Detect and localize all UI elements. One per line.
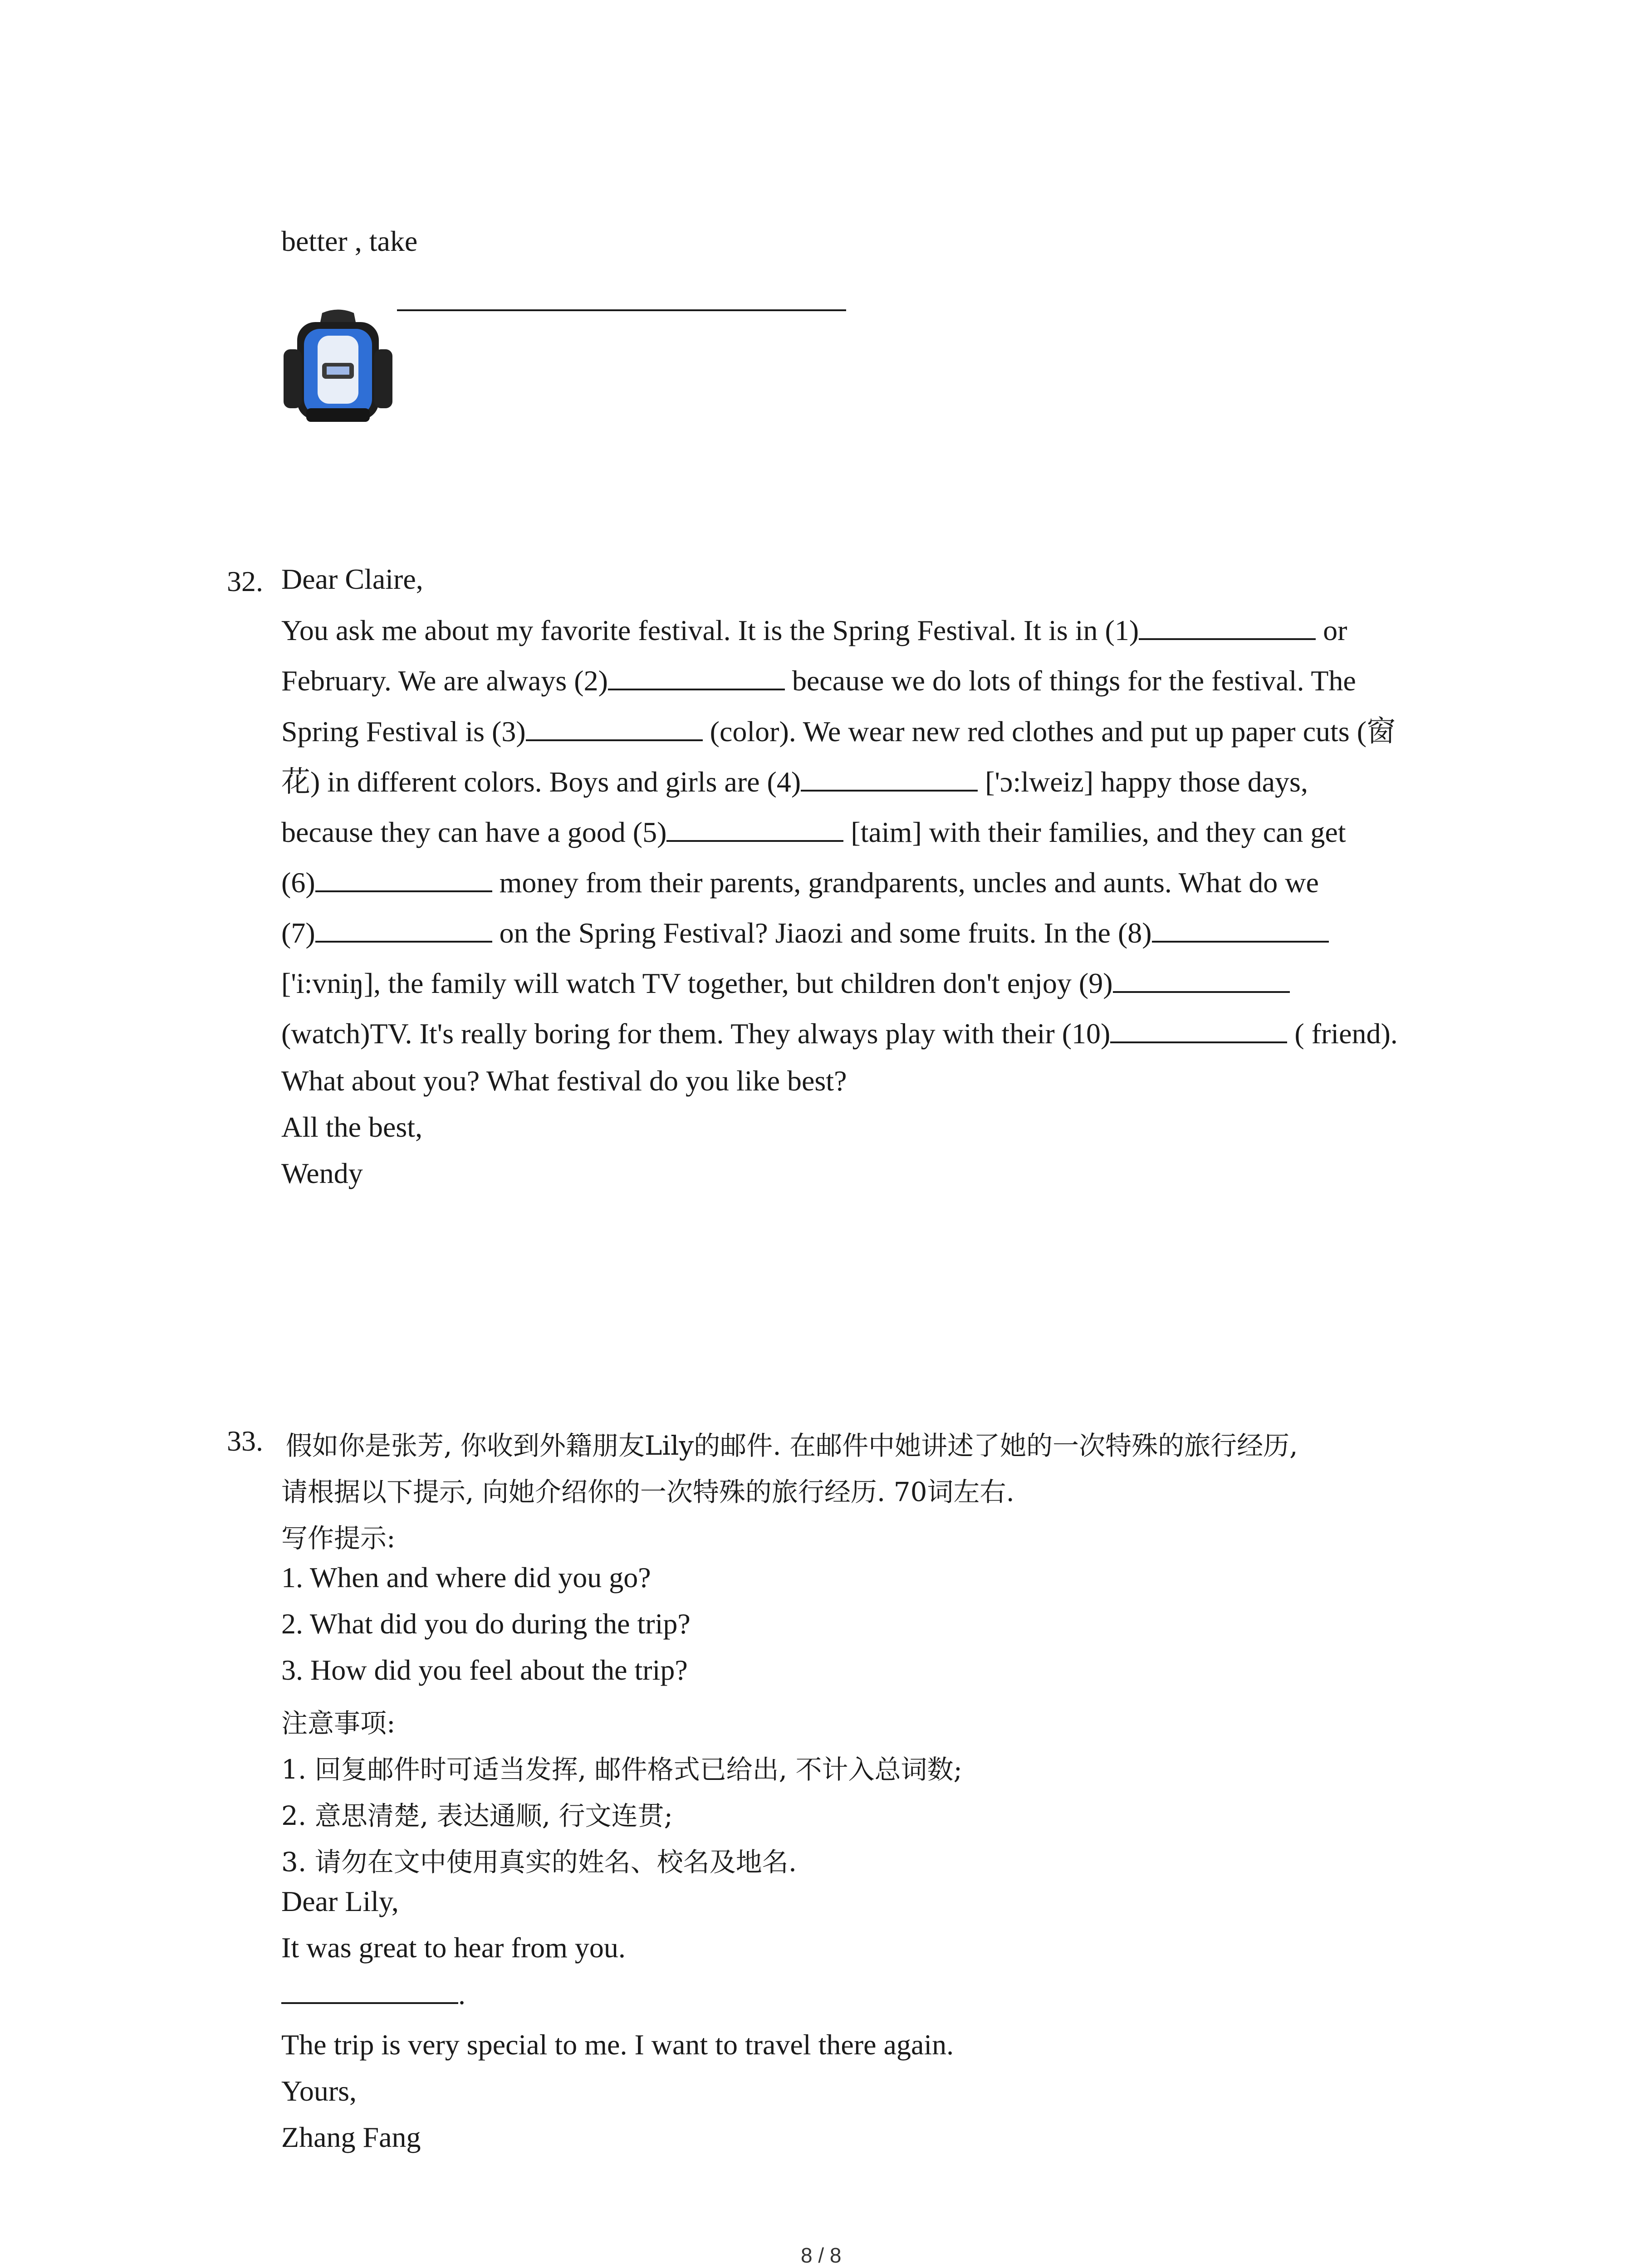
note-1: 1. 回复邮件时可适当发挥, 邮件格式已给出, 不计入总词数; bbox=[281, 1754, 963, 1785]
letter-greeting: Dear Claire, bbox=[281, 563, 423, 595]
question-number-32: 32. bbox=[227, 565, 263, 597]
blank-4[interactable] bbox=[801, 767, 978, 792]
email-closing: Yours, bbox=[281, 2075, 357, 2107]
blank-1[interactable] bbox=[1139, 616, 1316, 640]
blank-5[interactable] bbox=[666, 817, 843, 842]
blank-3[interactable] bbox=[526, 717, 703, 741]
passage-line-7: (7) on the Spring Festival? Jiaozi and some fruits. In the (8) bbox=[281, 918, 1329, 948]
letter-signature: Wendy bbox=[281, 1157, 363, 1189]
note-2: 2. 意思清楚, 表达通顺, 行文连贯; bbox=[281, 1800, 673, 1831]
question-number-33: 33. bbox=[227, 1425, 263, 1457]
email-closing-sentence: The trip is very special to me. I want to travel there again. bbox=[281, 2028, 954, 2061]
blank-7[interactable] bbox=[315, 918, 492, 943]
blank-10[interactable] bbox=[1110, 1019, 1287, 1043]
passage-line-4: 花) in different colors. Boys and girls are (4) ['ɔ:lweiz] happy those days, bbox=[281, 766, 1308, 798]
tip-1: 1. When and where did you go? bbox=[281, 1561, 651, 1593]
tips-title: 写作提示: bbox=[281, 1523, 396, 1554]
passage-line-6: (6) money from their parents, grandparents, uncles and aunts. What do we bbox=[281, 866, 1319, 899]
email-greeting: Dear Lily, bbox=[281, 1885, 399, 1917]
prompt-line-2: 请根据以下提示, 向她介绍你的一次特殊的旅行经历. 70词左右. bbox=[281, 1476, 1014, 1507]
previous-question-words: better , take bbox=[281, 225, 418, 257]
page-number: 8 / 8 bbox=[801, 2244, 842, 2267]
blank-2[interactable] bbox=[608, 666, 785, 690]
passage-line-1: You ask me about my favorite festival. It is the Spring Festival. It is in (1) or bbox=[281, 614, 1347, 646]
passage-line-2: February. We are always (2) because we do lots of things for the festival. The bbox=[281, 665, 1356, 697]
passage-line-9: (watch)TV. It's really boring for them. They always play with their (10) ( friend). bbox=[281, 1017, 1398, 1050]
passage-line-8: ['i:vniŋ], the family will watch TV together, but children don't enjoy (9) bbox=[281, 968, 1290, 998]
tip-2: 2. What did you do during the trip? bbox=[281, 1608, 691, 1640]
passage-line-3: Spring Festival is (3) (color). We wear new red clothes and put up paper cuts (窗 bbox=[281, 715, 1396, 748]
writing-blank[interactable] bbox=[281, 1980, 458, 2004]
blank-9[interactable] bbox=[1113, 968, 1290, 993]
email-opening: It was great to hear from you. bbox=[281, 1931, 626, 1964]
email-signature: Zhang Fang bbox=[281, 2121, 421, 2153]
blank-8[interactable] bbox=[1152, 918, 1329, 943]
letter-closing: All the best, bbox=[281, 1111, 423, 1143]
prompt-line-1: 假如你是张芳, 你收到外籍朋友Lily的邮件. 在邮件中她讲述了她的一次特殊的旅行经历, bbox=[286, 1430, 1298, 1461]
note-3: 3. 请勿在文中使用真实的姓名、校名及地名. bbox=[281, 1847, 797, 1877]
notes-title: 注意事项: bbox=[281, 1708, 396, 1739]
tip-3: 3. How did you feel about the trip? bbox=[281, 1654, 688, 1686]
letter-question: What about you? What festival do you like best? bbox=[281, 1065, 847, 1097]
passage-line-5: because they can have a good (5) [taim] with their families, and they can get bbox=[281, 816, 1346, 848]
email-body-blank: . bbox=[281, 1980, 465, 2009]
answer-line bbox=[397, 309, 846, 311]
blank-6[interactable] bbox=[315, 868, 492, 892]
backpack-icon bbox=[279, 308, 397, 426]
